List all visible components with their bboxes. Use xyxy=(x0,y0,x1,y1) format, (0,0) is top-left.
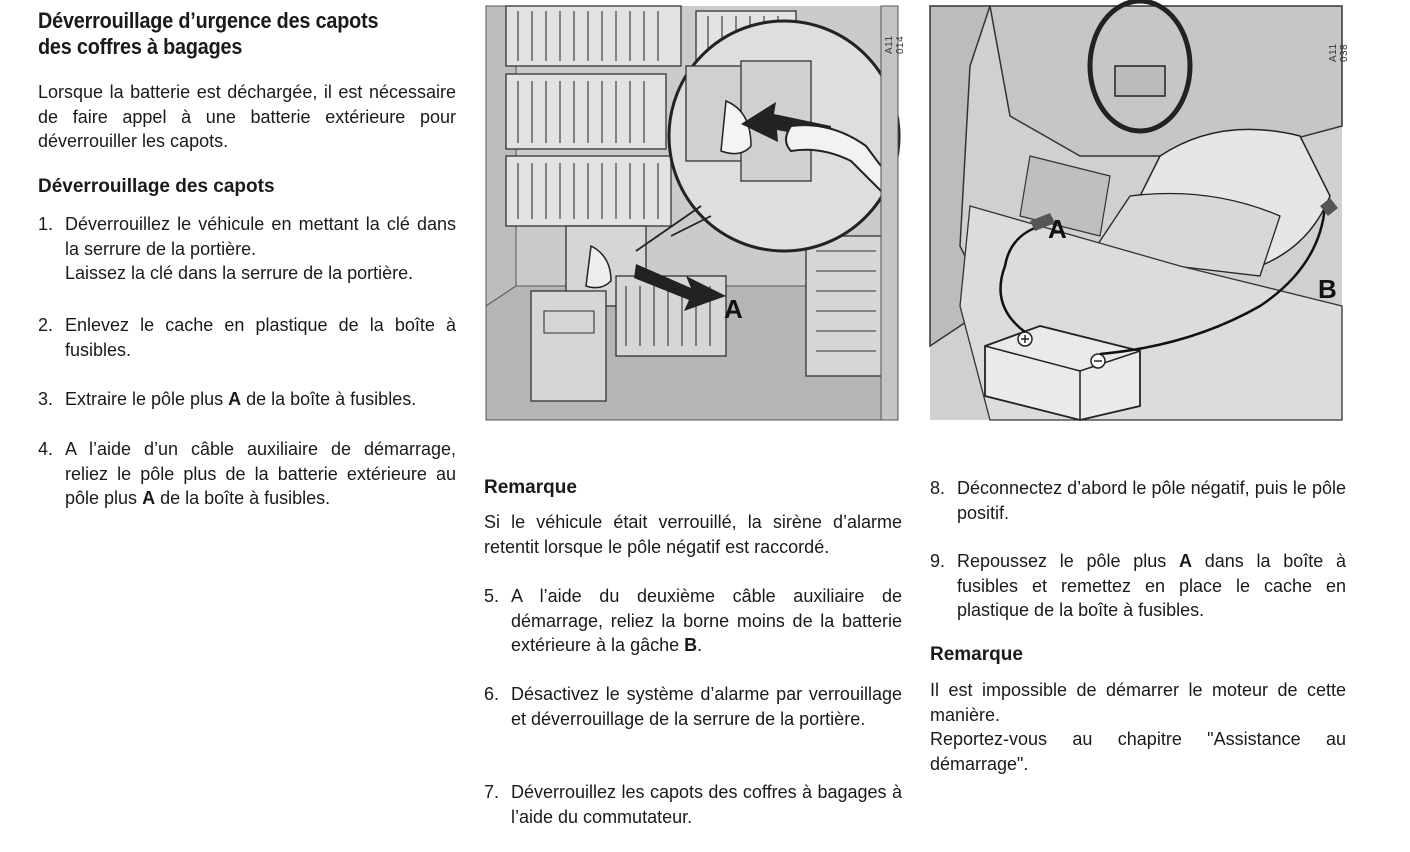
step-text: Désactivez le système d’alarme par verrouillage et déverrouillage de la serrure de la portière. xyxy=(511,684,902,729)
page-title xyxy=(38,8,425,60)
section-subheading: Déverrouillage des capots xyxy=(38,176,275,197)
step-6 xyxy=(484,682,902,731)
remark-text-line: Il est impossible de démarrer le moteur de cette manière. xyxy=(930,680,1346,725)
page-title-line2: des coffres à bagages xyxy=(38,34,243,59)
callout-label-b: B xyxy=(1318,274,1337,304)
car-battery-illustration xyxy=(930,6,1350,420)
step-9 xyxy=(930,549,1346,623)
callout-ref-b: B xyxy=(684,635,698,655)
step-8 xyxy=(930,476,1346,525)
intro-paragraph: Lorsque la batterie est déchargée, il est nécessaire de faire appel à une batterie extérieure pour déverrouiller les capots. xyxy=(38,82,456,151)
step-text-end: dans la boîte à fusibles et remettez en place le cache en plastique de la boîte à fusibles. xyxy=(957,551,1346,620)
page-title-line1: Déverrouillage d’urgence des capots xyxy=(38,8,379,33)
step-5 xyxy=(484,584,902,658)
callout-ref-a: A xyxy=(228,389,242,409)
remark-heading: Remarque xyxy=(930,644,1023,665)
step-number: 8. xyxy=(930,478,946,498)
callout-label-a: A xyxy=(724,294,743,324)
figure-reference: A11 038 xyxy=(1328,43,1350,62)
step-text-end: de la boîte à fusibles. xyxy=(241,389,417,409)
callout-label-a: A xyxy=(1048,214,1067,244)
step-3 xyxy=(38,387,456,412)
step-1 xyxy=(38,212,456,286)
step-4 xyxy=(38,437,456,511)
step-number: 9. xyxy=(930,551,946,571)
step-text-end: . xyxy=(697,635,703,655)
step-number: 2. xyxy=(38,315,54,335)
step-text: A l’aide du deuxième câble auxiliaire de démarrage, reliez la borne moins de la batterie extérieure à la gâche xyxy=(511,586,902,655)
fuse-box-drawing xyxy=(486,6,898,420)
fuse-box-illustration xyxy=(486,6,906,420)
step-7 xyxy=(484,780,902,829)
step-text: Déconnectez d’abord le pôle négatif, puis le pôle positif. xyxy=(957,478,1346,523)
step-2 xyxy=(38,313,456,362)
remark-text xyxy=(930,678,1346,776)
callout-ref-a: A xyxy=(1179,551,1193,571)
step-number: 6. xyxy=(484,684,500,704)
remark-heading: Remarque xyxy=(484,477,577,498)
step-text: A l’aide d’un câble auxiliaire de démarrage, reliez le pôle plus de la batterie extérieure au pôle plus xyxy=(65,439,456,508)
step-number: 5. xyxy=(484,586,500,606)
step-text-end: de la boîte à fusibles. xyxy=(155,488,331,508)
step-text: Repoussez le pôle plus xyxy=(957,551,1180,571)
step-number: 3. xyxy=(38,389,54,409)
car-battery-drawing xyxy=(930,6,1342,420)
callout-ref-a: A xyxy=(142,488,156,508)
remark-text-reference: Reportez-vous au chapitre "Assistance au démarrage". xyxy=(930,729,1346,774)
remark-text: Si le véhicule était verrouillé, la sirène d’alarme retentit lorsque le pôle négatif est raccordé. xyxy=(484,512,902,557)
step-number: 4. xyxy=(38,439,54,459)
step-text: Déverrouillez le véhicule en mettant la clé dans la serrure de la portière. xyxy=(65,214,456,259)
step-text: Déverrouillez les capots des coffres à bagages à l’aide du commutateur. xyxy=(511,782,902,827)
step-text: Extraire le pôle plus xyxy=(65,389,229,409)
step-text: Enlevez le cache en plastique de la boîte à fusibles. xyxy=(65,315,456,360)
figure-reference: A11 014 xyxy=(884,35,906,54)
step-number: 1. xyxy=(38,214,54,234)
step-number: 7. xyxy=(484,782,500,802)
step-text-secondary: Laissez la clé dans la serrure de la portière. xyxy=(65,263,414,283)
